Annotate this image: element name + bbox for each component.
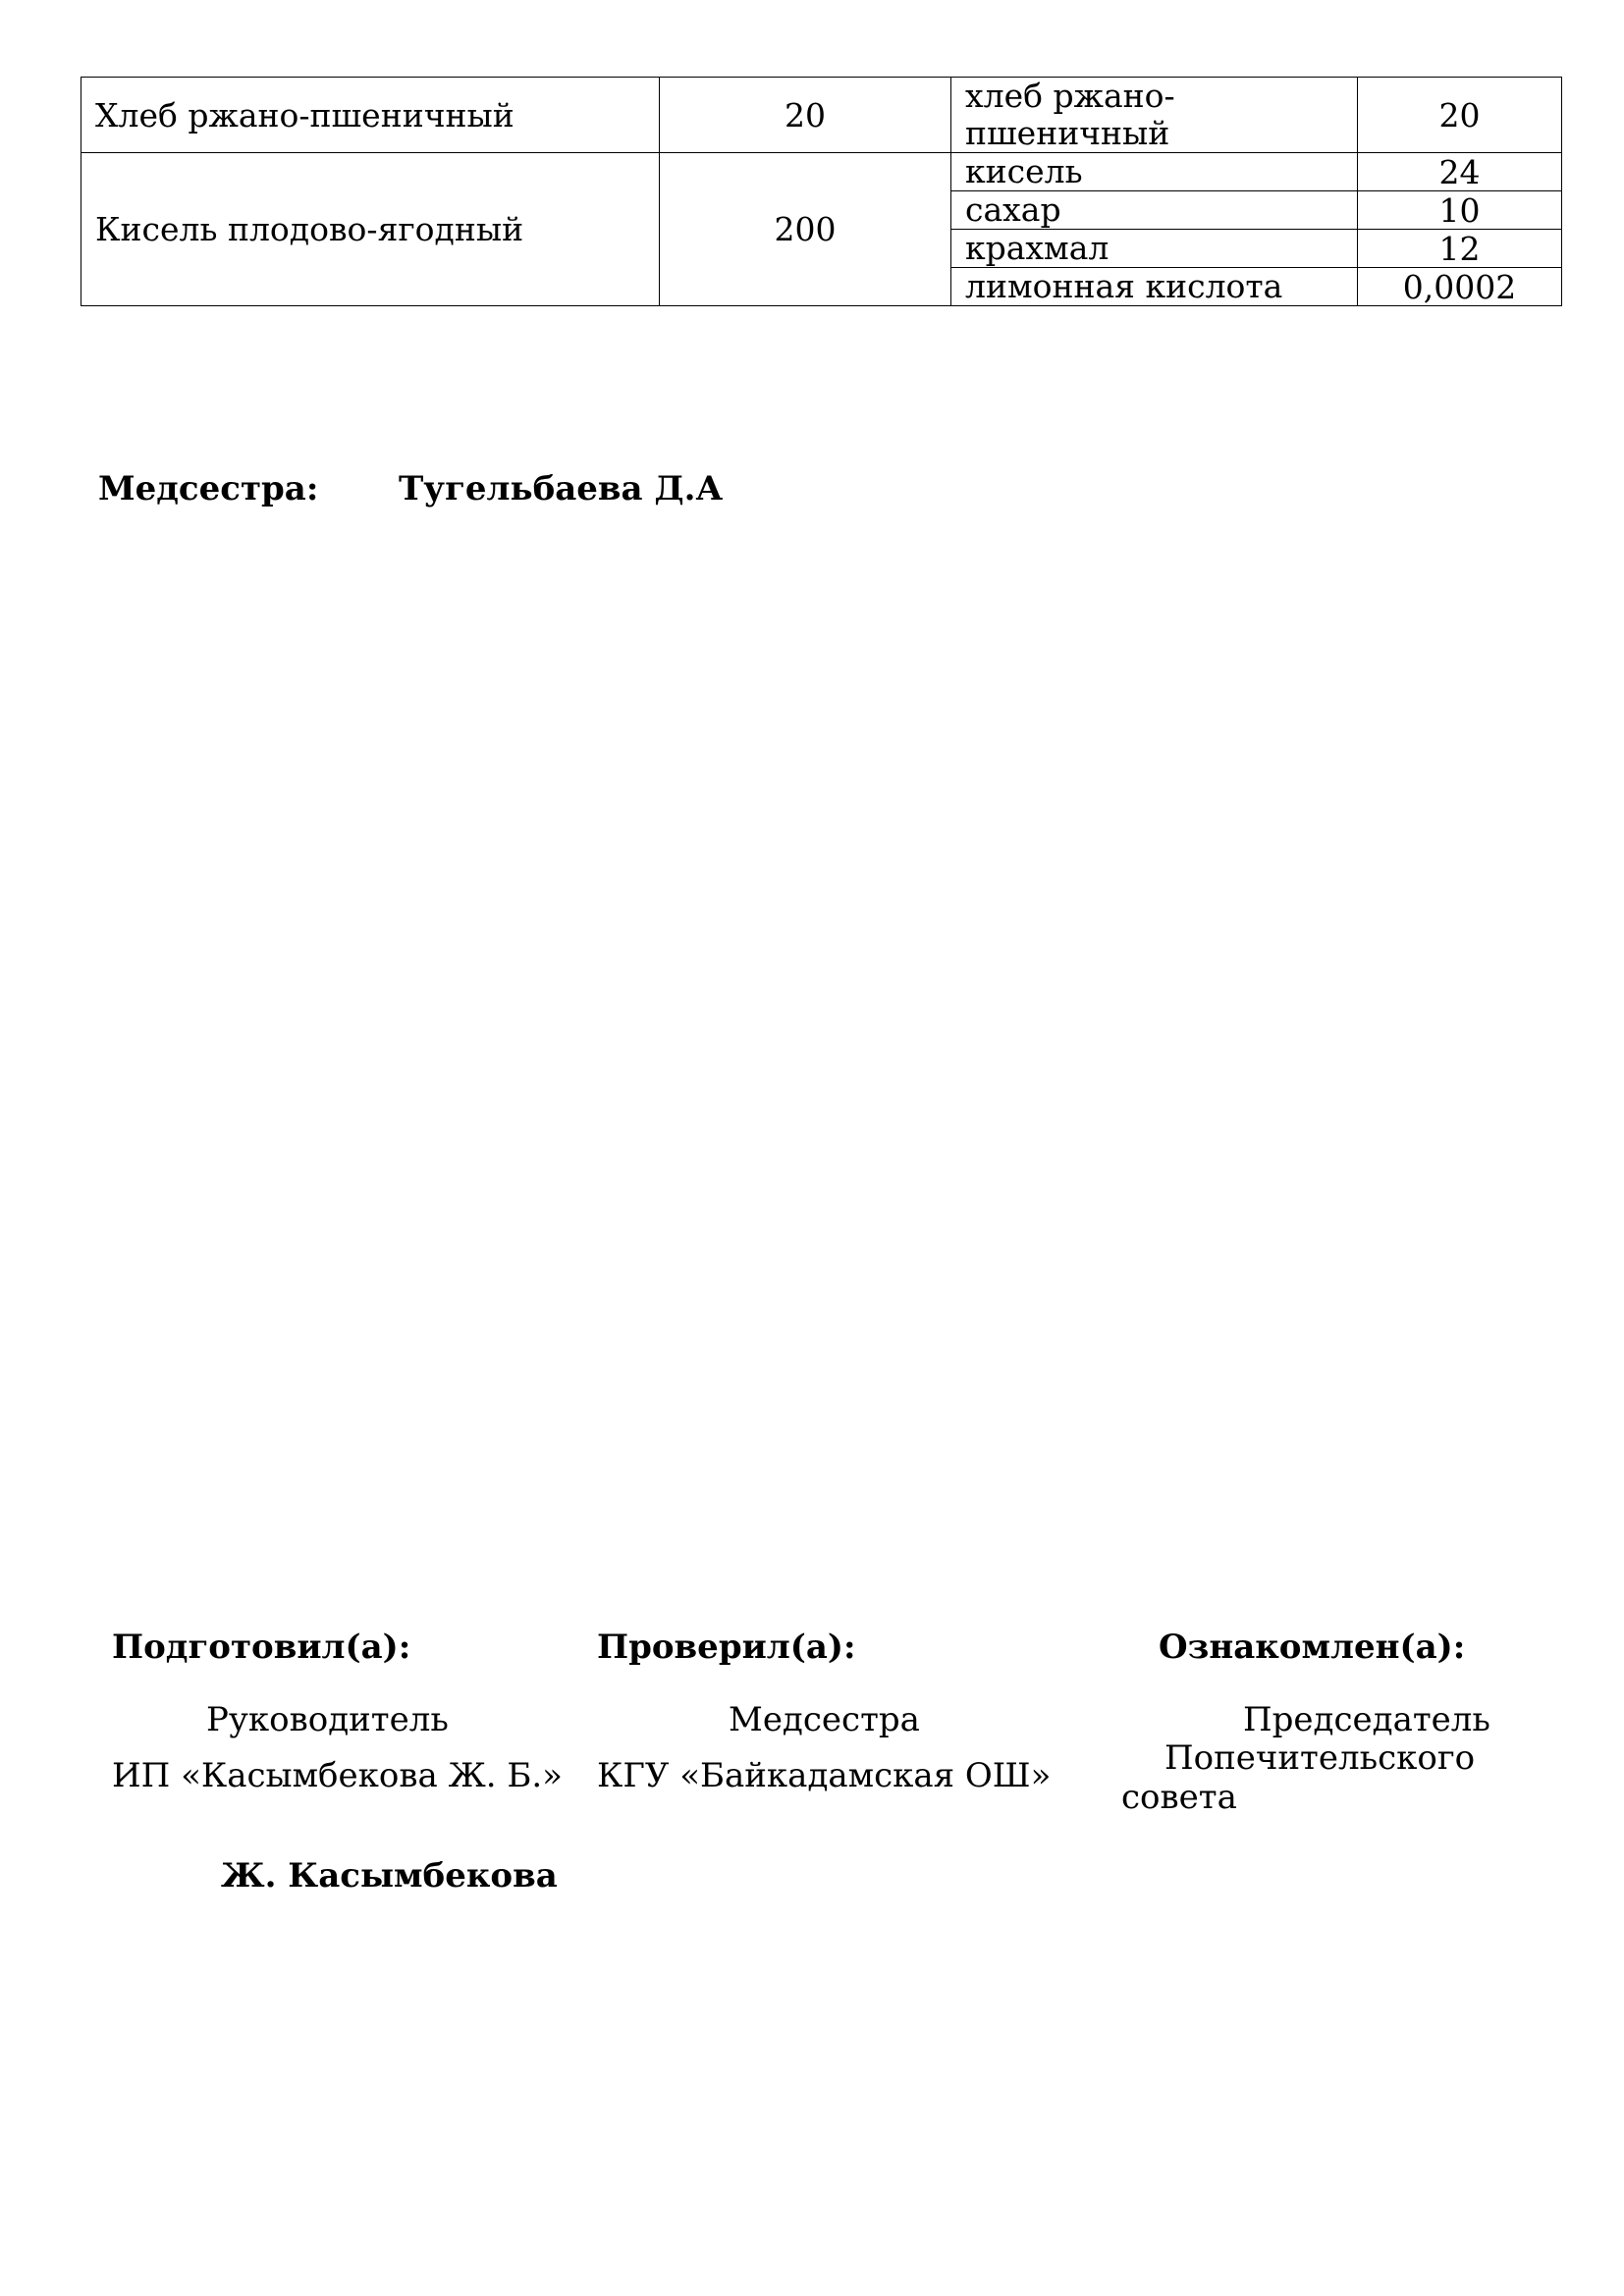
portion-weight: 200: [660, 153, 951, 306]
checked-organization: КГУ «Байкадамская ОШ»: [597, 1756, 1052, 1795]
acknowledged-heading: Ознакомлен(а):: [1159, 1628, 1466, 1667]
checked-heading: Проверил(а):: [597, 1628, 856, 1667]
ingredient-name: хлеб ржано-пшеничный: [951, 78, 1358, 153]
portion-weight: 20: [660, 78, 951, 153]
prepared-organization: ИП «Касымбекова Ж. Б.»: [112, 1756, 563, 1795]
ingredient-amount: 24: [1358, 153, 1562, 191]
acknowledged-council: Попечительского: [1164, 1738, 1476, 1778]
nurse-label: Медсестра:: [98, 469, 319, 508]
prepared-position: Руководитель: [206, 1700, 449, 1739]
menu-table: [81, 77, 1562, 306]
ingredient-name: крахмал: [951, 230, 1358, 268]
table-row: [81, 78, 1562, 153]
prepared-heading: Подготовил(а):: [112, 1628, 411, 1667]
prepared-signer-name: Ж. Касымбекова: [221, 1856, 558, 1896]
ingredient-amount: 10: [1358, 191, 1562, 230]
acknowledged-position: Председатель: [1243, 1700, 1490, 1739]
ingredient-amount: 0,0002: [1358, 268, 1562, 306]
ingredient-amount: 20: [1358, 78, 1562, 153]
checked-position: Медсестра: [729, 1700, 920, 1739]
ingredient-name: сахар: [951, 191, 1358, 230]
ingredient-name: лимонная кислота: [951, 268, 1358, 306]
acknowledged-council-end: совета: [1121, 1778, 1237, 1817]
dish-name: Хлеб ржано-пшеничный: [81, 78, 660, 153]
table-row: [81, 153, 1562, 191]
ingredient-amount: 12: [1358, 230, 1562, 268]
dish-name: Кисель плодово-ягодный: [81, 153, 660, 306]
ingredient-name: кисель: [951, 153, 1358, 191]
nurse-name: Тугельбаева Д.А: [399, 469, 724, 508]
